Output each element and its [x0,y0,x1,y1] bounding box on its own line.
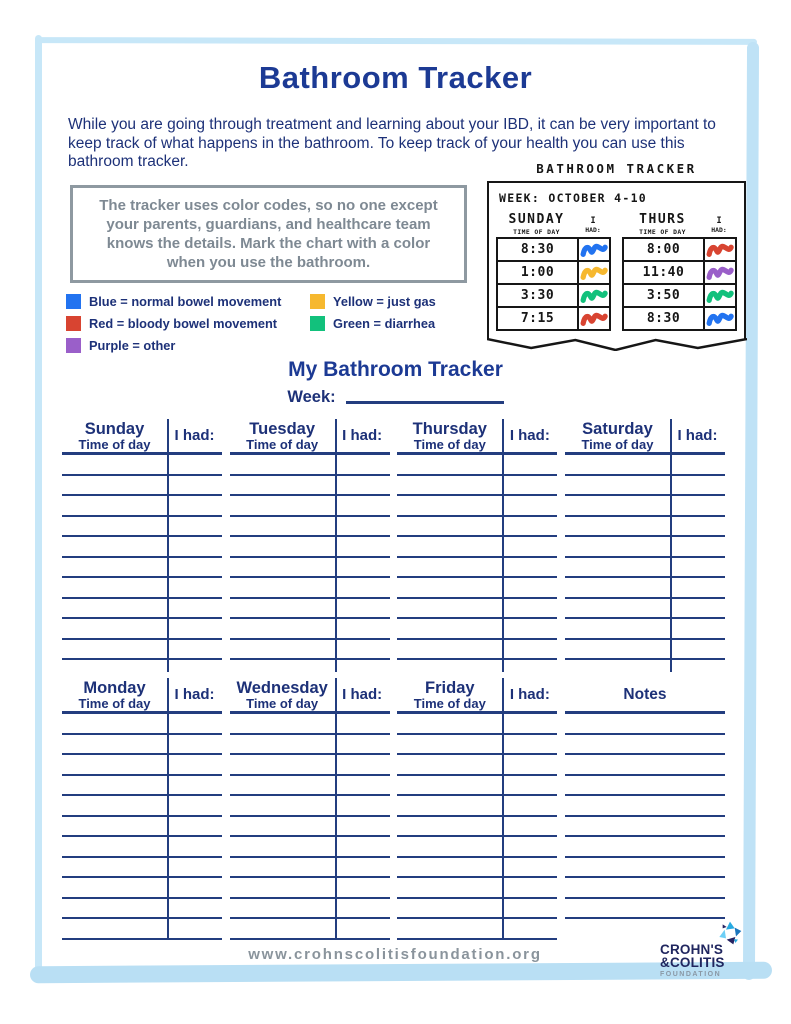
column-divider [167,419,169,672]
example-card-title: BATHROOM TRACKER [536,161,697,176]
privacy-note-box [70,185,467,283]
example-card-body [487,181,746,339]
torn-paper-edge [487,338,747,351]
example-table [496,237,611,331]
page-border-top [37,37,757,45]
example-time: 1:00 [498,262,579,283]
blank-line [230,578,390,599]
blank-line [565,735,725,756]
legend-item-green [310,316,436,331]
blank-line [230,714,390,735]
example-had-i: I [590,216,596,226]
blue-color-swatch [66,294,81,309]
day-column-tuesday [230,419,390,660]
week-fill-line [346,401,504,404]
yellow-color-swatch [310,294,325,309]
blank-line [565,455,725,476]
blank-line [62,776,222,797]
example-week-label: WEEK: OCTOBER 4-10 [499,191,648,205]
time-of-day-label: Time of day [581,437,654,452]
day-name: Monday [83,679,146,697]
blank-line [397,517,557,538]
day-rows [565,455,725,660]
week-label: Week: [287,388,336,406]
example-day-sunday [496,212,611,331]
example-row [624,306,735,329]
blank-line [565,776,725,797]
day-column-wednesday [230,678,390,940]
day-name: Friday [425,679,475,697]
blank-line [230,878,390,899]
blank-line [397,599,557,620]
logo-line-3: FOUNDATION [660,971,722,978]
blank-line [62,735,222,756]
blank-line [230,919,390,940]
color-scribble [580,264,608,281]
day-column-monday [62,678,222,940]
example-row [498,306,609,329]
blank-line [230,619,390,640]
blank-line [230,517,390,538]
i-had-label: I had: [509,686,550,703]
blank-line [230,496,390,517]
blank-line [397,817,557,838]
example-row [498,239,609,260]
day-column-thursday [397,419,557,660]
legend-label: Red = bloody bowel movement [89,316,278,331]
color-legend [66,294,436,353]
blank-line [62,714,222,735]
blank-line [565,640,725,661]
color-scribble [706,241,734,258]
example-time: 8:30 [624,308,705,329]
green-color-swatch [310,316,325,331]
day-rows [397,455,557,660]
blank-line [397,714,557,735]
column-divider [502,678,504,940]
blank-line [397,640,557,661]
day-rows [397,714,557,940]
notes-column [565,678,725,940]
blank-line [565,599,725,620]
color-scribble [580,310,608,327]
blank-line [230,776,390,797]
blank-line [565,817,725,838]
blank-line [62,496,222,517]
notes-header: Notes [565,678,725,714]
blank-line [565,558,725,579]
blank-line [230,599,390,620]
color-scribble [580,287,608,304]
blank-line [397,858,557,879]
day-name: Tuesday [249,420,316,438]
legend-item-red [66,316,310,331]
example-day-name: SUNDAY [508,212,565,227]
blank-line [62,517,222,538]
tracker-heading: My Bathroom Tracker [288,358,503,381]
purple-color-swatch [66,338,81,353]
blank-line [230,899,390,920]
i-had-label: I had: [174,427,215,444]
blank-line [397,755,557,776]
time-of-day-label: Time of day [413,696,486,711]
i-had-label: I had: [509,427,550,444]
legend-item-yellow [310,294,436,309]
blank-line [230,817,390,838]
example-had-i: I [716,216,722,226]
blank-line [397,537,557,558]
column-divider [167,678,169,940]
legend-column-1 [66,294,310,353]
tracker-grid-top [62,419,725,660]
example-time: 8:00 [624,239,705,260]
color-scribble [706,310,734,327]
day-column-friday [397,678,557,940]
blank-line [397,496,557,517]
example-day-name: THURS [639,212,686,227]
day-name: Thursday [412,420,487,438]
blank-line [397,455,557,476]
blank-line [565,476,725,497]
blank-line [230,640,390,661]
page-title: Bathroom Tracker [258,60,533,95]
blank-line [565,796,725,817]
i-had-label: I had: [342,427,383,444]
column-divider [502,419,504,672]
legend-item-purple [66,338,310,353]
example-time: 3:30 [498,285,579,306]
blank-line [62,755,222,776]
legend-column-2 [310,294,436,353]
logo-line-2: &COLITIS [660,955,725,970]
blank-line [230,796,390,817]
blank-line [565,537,725,558]
blank-line [397,619,557,640]
blank-line [62,858,222,879]
blank-line [62,919,222,940]
blank-line [62,899,222,920]
blank-line [565,858,725,879]
privacy-note-text: The tracker uses color codes, so no one except your parents, guardians, and healthcare team knows the details. Mark the chart with a color when you use the bathroom. [99,197,438,271]
blank-line [397,796,557,817]
red-color-swatch [66,316,81,331]
week-field [0,388,791,407]
legend-label: Purple = other [89,338,176,353]
example-day-thursday [622,212,737,331]
example-row [624,239,735,260]
day-column-sunday [62,419,222,660]
example-table [622,237,737,331]
blank-line [565,899,725,920]
blank-line [62,817,222,838]
i-had-label: I had: [342,686,383,703]
blank-line [230,558,390,579]
time-of-day-label: Time of day [78,437,151,452]
time-of-day-label: Time of day [246,437,319,452]
day-rows [62,455,222,660]
example-time-header: TIME OF DAY [513,228,560,236]
blank-line [565,837,725,858]
legend-item-blue [66,294,310,309]
example-row [624,260,735,283]
blank-line [565,517,725,538]
blank-line [62,640,222,661]
column-divider [335,419,337,672]
color-scribble [706,264,734,281]
blank-line [62,599,222,620]
blank-line [62,619,222,640]
notes-rows [565,714,725,919]
blank-line [230,455,390,476]
blank-line [397,919,557,940]
blank-line [62,476,222,497]
blank-line [62,837,222,858]
day-name: Wednesday [236,679,328,697]
day-rows [62,714,222,940]
legend-label: Blue = normal bowel movement [89,294,282,309]
blank-line [397,558,557,579]
i-had-label: I had: [677,427,718,444]
example-time: 7:15 [498,308,579,329]
example-time-header: TIME OF DAY [639,228,686,236]
blank-line [62,455,222,476]
example-had-header: HAD: [585,226,601,234]
foundation-url: www.crohnscolitisfoundation.org [248,946,542,963]
blank-line [397,735,557,756]
blank-line [397,899,557,920]
blank-line [397,776,557,797]
blank-line [397,476,557,497]
example-tracker-illustration [487,161,746,339]
color-scribble [580,241,608,258]
day-rows [230,714,390,940]
crohns-colitis-foundation-logo [660,921,750,978]
time-of-day-label: Time of day [78,696,151,711]
column-divider [335,678,337,940]
example-row [498,260,609,283]
page-border-left [35,35,42,973]
day-name: Sunday [84,420,145,438]
blank-line [565,714,725,735]
example-time: 11:40 [624,262,705,283]
blank-line [397,837,557,858]
foundation-star-icon [718,921,742,945]
blank-line [565,755,725,776]
blank-line [397,878,557,899]
blank-line [62,796,222,817]
blank-line [565,578,725,599]
tracker-grid-bottom [62,678,725,940]
blank-line [565,496,725,517]
i-had-label: I had: [174,686,215,703]
time-of-day-label: Time of day [413,437,486,452]
blank-line [62,537,222,558]
time-of-day-label: Time of day [246,696,319,711]
blank-line [565,878,725,899]
blank-line [62,558,222,579]
blank-line [230,476,390,497]
legend-label: Yellow = just gas [333,294,436,309]
blank-line [565,619,725,640]
day-column-saturday [565,419,725,660]
day-name: Saturday [582,420,653,438]
intro-paragraph: While you are going through treatment and learning about your IBD, it can be very important to keep track of what happens in the bathroom. To keep track of your health you can use this bathroom tracker. [68,116,716,170]
blank-line [230,837,390,858]
example-row [624,283,735,306]
example-time: 3:50 [624,285,705,306]
blank-line [397,578,557,599]
example-time: 8:30 [498,239,579,260]
legend-label: Green = diarrhea [333,316,436,331]
example-had-header: HAD: [711,226,727,234]
day-rows [230,455,390,660]
blank-line [230,858,390,879]
logo-line-1: CROHN'S [660,942,724,957]
blank-line [230,735,390,756]
blank-line [62,878,222,899]
blank-line [62,578,222,599]
column-divider [670,419,672,672]
blank-line [230,755,390,776]
blank-line [230,537,390,558]
example-row [498,283,609,306]
color-scribble [706,287,734,304]
